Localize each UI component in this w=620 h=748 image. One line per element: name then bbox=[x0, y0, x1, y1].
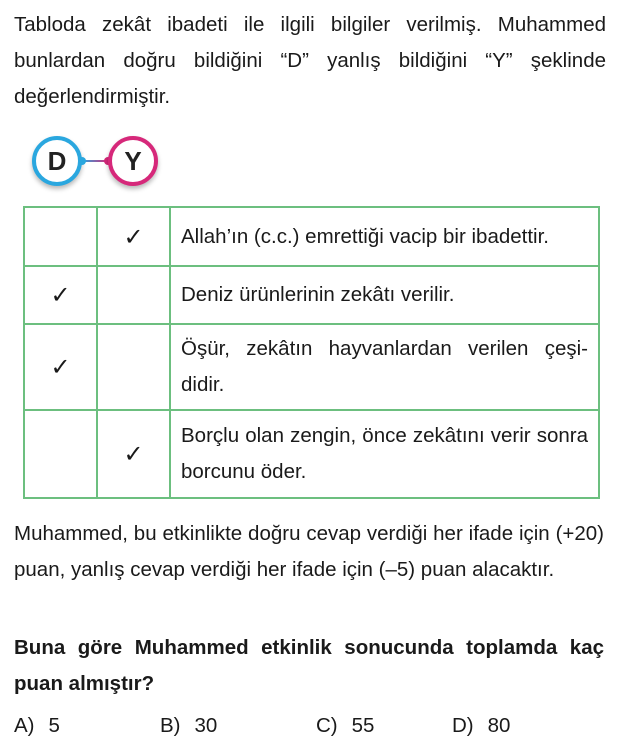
badge-connector bbox=[82, 160, 108, 162]
option-label: B) bbox=[160, 714, 181, 737]
table-row bbox=[24, 324, 599, 410]
table-row bbox=[24, 207, 599, 266]
check-icon: ✓ bbox=[123, 222, 144, 251]
statement-cell: Öşür, zekâtın hayvanlardan verilen çeşi-didir. bbox=[170, 324, 599, 410]
statement-cell: Borçlu olan zengin, önce zekâtını verir sonra borcunu öder. bbox=[170, 410, 599, 498]
y-cell bbox=[97, 324, 170, 410]
option-b[interactable] bbox=[160, 708, 217, 744]
check-icon: ✓ bbox=[123, 440, 144, 468]
statement-cell: Deniz ürünlerinin zekâtı verilir. bbox=[170, 266, 599, 324]
statement-cell: Allah’ın (c.c.) emrettiği vacip bir ibadettir. bbox=[170, 207, 599, 266]
check-icon: ✓ bbox=[50, 281, 71, 309]
option-label: C) bbox=[316, 714, 338, 737]
option-label: D) bbox=[452, 714, 474, 737]
d-cell bbox=[24, 207, 97, 266]
d-cell bbox=[24, 324, 97, 410]
option-c[interactable] bbox=[316, 708, 374, 744]
d-cell bbox=[24, 266, 97, 324]
option-value: 5 bbox=[48, 714, 60, 737]
dy-legend bbox=[28, 134, 168, 196]
false-badge: Y bbox=[108, 136, 158, 186]
option-d[interactable] bbox=[452, 708, 510, 744]
statement-table bbox=[23, 206, 600, 499]
table-row bbox=[24, 266, 599, 324]
intro-text: Tabloda zekât ibadeti ile ilgili bilgiler verilmiş. Muhammed bunlardan doğru bildiğini “D” yanlış bildiğini “Y” şeklinde değerlendirmiştir. bbox=[14, 13, 606, 108]
question-stem: Buna göre Muhammed etkinlik sonucunda toplamda kaç puan almıştır? bbox=[14, 636, 604, 695]
y-cell bbox=[97, 207, 170, 266]
option-value: 30 bbox=[194, 714, 218, 737]
true-badge: D bbox=[32, 136, 82, 186]
answer-options bbox=[14, 708, 614, 744]
d-cell bbox=[24, 410, 97, 498]
scoring-text: Muhammed, bu etkinlikte doğru cevap verdiği her ifade için (+20) puan, yanlış cevap verdiği her ifade için (–5) puan alacaktır. bbox=[14, 522, 604, 581]
check-icon: ✓ bbox=[50, 353, 71, 381]
y-cell bbox=[97, 266, 170, 324]
option-label: A) bbox=[14, 714, 35, 737]
option-a[interactable] bbox=[14, 708, 60, 744]
y-cell bbox=[97, 410, 170, 498]
table-row bbox=[24, 410, 599, 498]
option-value: 55 bbox=[351, 714, 375, 737]
option-value: 80 bbox=[487, 714, 511, 737]
